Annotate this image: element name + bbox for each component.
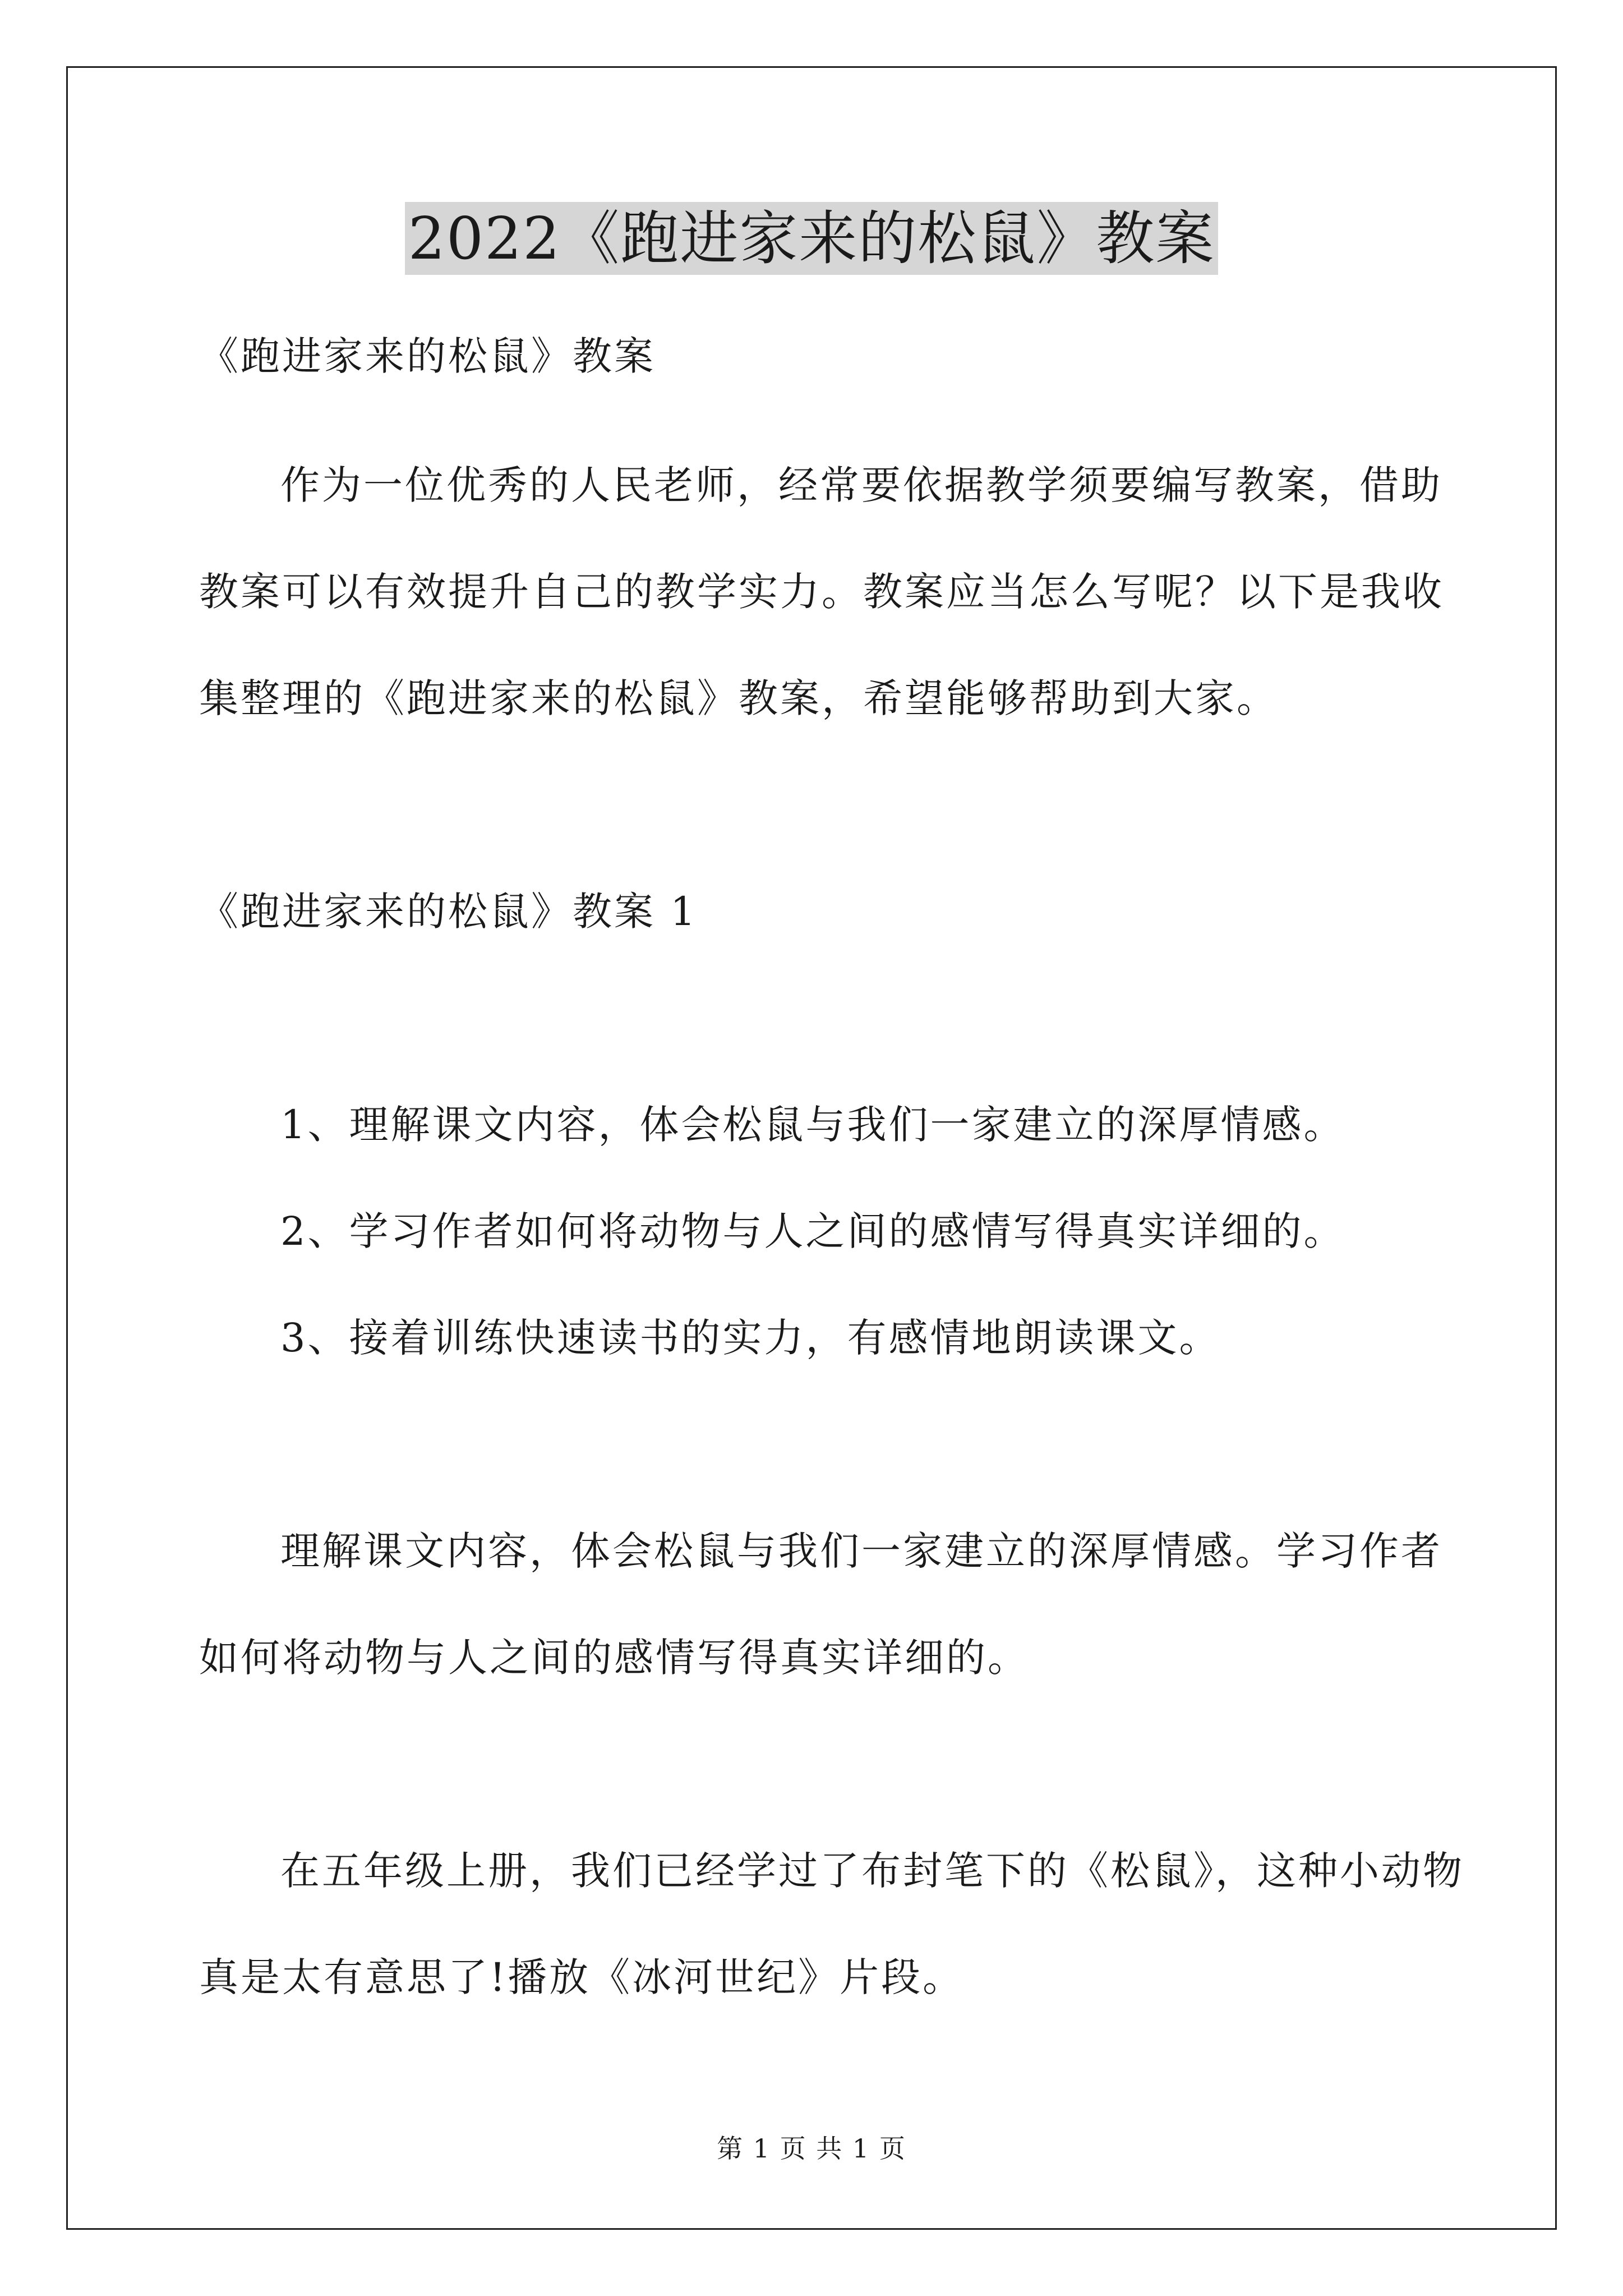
paragraph-line: 集整理的《跑进家来的松鼠》教案，希望能够帮助到大家。 — [199, 675, 1278, 721]
paragraph-line: 真是太有意思了!播放《冰河世纪》片段。 — [199, 1954, 965, 2000]
section-heading: 《跑进家来的松鼠》教案 1 — [199, 889, 698, 935]
document-title: 2022《跑进家来的松鼠》教案 — [405, 202, 1219, 275]
paragraph-line: 教案可以有效提升自己的教学实力。教案应当怎么写呢？以下是我收 — [199, 569, 1444, 615]
paragraph-line: 在五年级上册，我们已经学过了布封笔下的《松鼠》，这种小动物 — [280, 1848, 1464, 1894]
list-item: 2、学习作者如何将动物与人之间的感情写得真实详细的。 — [280, 1208, 1345, 1254]
list-item: 3、接着训练快速读书的实力，有感情地朗读课文。 — [280, 1315, 1221, 1361]
list-item: 1、理解课文内容，体会松鼠与我们一家建立的深厚情感。 — [280, 1102, 1345, 1148]
subtitle-line: 《跑进家来的松鼠》教案 — [199, 333, 656, 379]
page-footer: 第 1 页 共 1 页 — [717, 2133, 906, 2164]
paragraph-line: 如何将动物与人之间的感情写得真实详细的。 — [199, 1635, 1029, 1681]
paragraph-line: 作为一位优秀的人民老师，经常要依据教学须要编写教案，借助 — [280, 462, 1442, 508]
title-container — [0, 202, 1623, 275]
paragraph-line: 理解课文内容，体会松鼠与我们一家建立的深厚情感。学习作者 — [280, 1528, 1442, 1574]
